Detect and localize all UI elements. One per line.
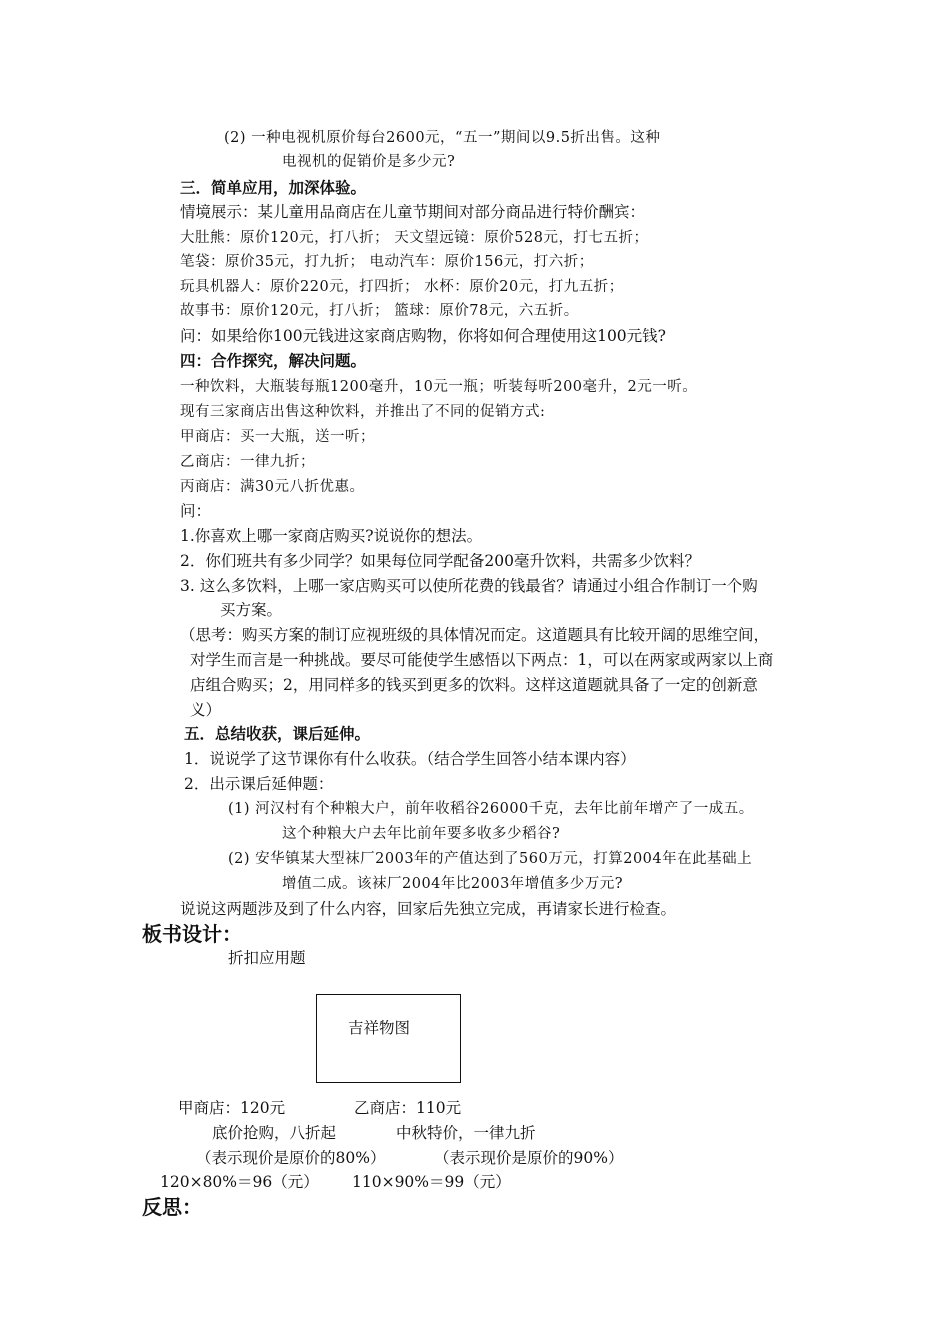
shop-jia-note: （表示现价是原价的80%） <box>196 1149 386 1167</box>
shop-jia-slogan: 底价抢购，八折起 <box>212 1124 337 1142</box>
shop-yi: 乙商店：一律九折； <box>180 454 315 470</box>
question-item-3: 3. 这么多饮料，上哪一家店购买可以使所花费的钱最省？请通过小组合作制订一个购 <box>180 577 758 595</box>
price-line-2: 笔袋：原价35元，打九折； 电动汽车：原价156元，打六折； <box>180 254 594 270</box>
three-shops-intro: 现有三家商店出售这种饮料，并推出了不同的促销方式: <box>180 404 546 420</box>
extension-q1: (1) 河汉村有个种粮大户，前年收稻谷26000千克，去年比前年增产了一成五。 <box>228 801 754 817</box>
shop-yi-note: （表示现价是原价的90%） <box>434 1149 624 1167</box>
thinking-note-1: （思考：购买方案的制订应视班级的具体情况而定。这道题具有比较开阔的思维空间， <box>180 626 770 644</box>
scenario-intro: 情境展示：某儿童用品商店在儿童节期间对部分商品进行特价酬宾： <box>180 203 646 221</box>
section-5-heading: 五．总结收获，课后延伸。 <box>184 724 371 743</box>
price-line-1: 大肚熊：原价120元，打八折； 天文望远镜：原价528元，打七五折； <box>180 230 649 246</box>
blackboard-design-heading: 板书设计： <box>142 922 242 946</box>
homework-note: 说说这两题涉及到了什么内容，回家后先独立完成，再请家长进行检查。 <box>180 900 677 918</box>
question-2-tv: (2) 一种电视机原价每台2600元，“五一”期间以9.5折出售。这种 <box>224 130 661 146</box>
question-label: 问： <box>180 502 212 520</box>
question-100-yuan: 问：如果给你100元钱进这家商店购物，你将如何合理使用这100元钱? <box>180 327 666 345</box>
blackboard-title: 折扣应用题 <box>228 949 306 967</box>
question-item-1: 1.你喜欢上哪一家商店购买?说说你的想法。 <box>180 527 483 545</box>
shop-yi-price: 乙商店：110元 <box>354 1099 462 1117</box>
thinking-note-4: 义） <box>190 701 222 719</box>
drink-description: 一种饮料，大瓶装每瓶1200毫升，10元一瓶；听装每听200毫升，2元一听。 <box>180 379 698 395</box>
thinking-note-3: 店组合购买；2，用同样多的钱买到更多的饮料。这样这道题就具备了一定的创新意 <box>190 676 758 694</box>
thinking-note-2: 对学生而言是一种挑战。要尽可能使学生感悟以下两点：1，可以在两家或两家以上商 <box>190 651 774 669</box>
shop-jia: 甲商店：买一大瓶，送一听； <box>180 429 375 445</box>
shop-jia-price: 甲商店：120元 <box>178 1099 286 1117</box>
price-line-4: 故事书：原价120元，打八折； 篮球：原价78元，六五折。 <box>180 303 579 319</box>
section-4-heading: 四：合作探究，解决问题。 <box>180 351 367 370</box>
shop-yi-slogan: 中秋特价，一律九折 <box>396 1124 536 1142</box>
mascot-image-label: 吉祥物图 <box>348 1019 411 1037</box>
summary-item-1: 1．说说学了这节课你有什么收获。（结合学生回答小结本课内容） <box>184 750 636 768</box>
question-item-2: 2．你们班共有多少同学？如果每位同学配备200毫升饮料，共需多少饮料？ <box>180 552 700 570</box>
question-item-3-cont: 买方案。 <box>220 601 283 619</box>
section-3-heading: 三．简单应用，加深体验。 <box>180 178 367 197</box>
shop-bing: 丙商店：满30元八折优惠。 <box>180 479 365 495</box>
price-line-3: 玩具机器人：原价220元，打四折； 水杯：原价20元，打九五折； <box>180 279 624 295</box>
mascot-image-box <box>316 994 461 1083</box>
shop-jia-calc: 120×80%＝96（元） <box>160 1173 319 1191</box>
question-2-tv-cont: 电视机的促销价是多少元? <box>282 154 456 170</box>
extension-q1-cont: 这个种粮大户去年比前年要多收多少稻谷? <box>282 826 561 842</box>
summary-item-2: 2．出示课后延伸题： <box>184 775 334 793</box>
extension-q2: (2) 安华镇某大型袜厂2003年的产值达到了560万元，打算2004年在此基础上 <box>228 851 753 867</box>
shop-yi-calc: 110×90%＝99（元） <box>352 1173 511 1191</box>
extension-q2-cont: 增值二成。该袜厂2004年比2003年增值多少万元? <box>282 876 624 892</box>
reflection-heading: 反思： <box>142 1195 202 1219</box>
